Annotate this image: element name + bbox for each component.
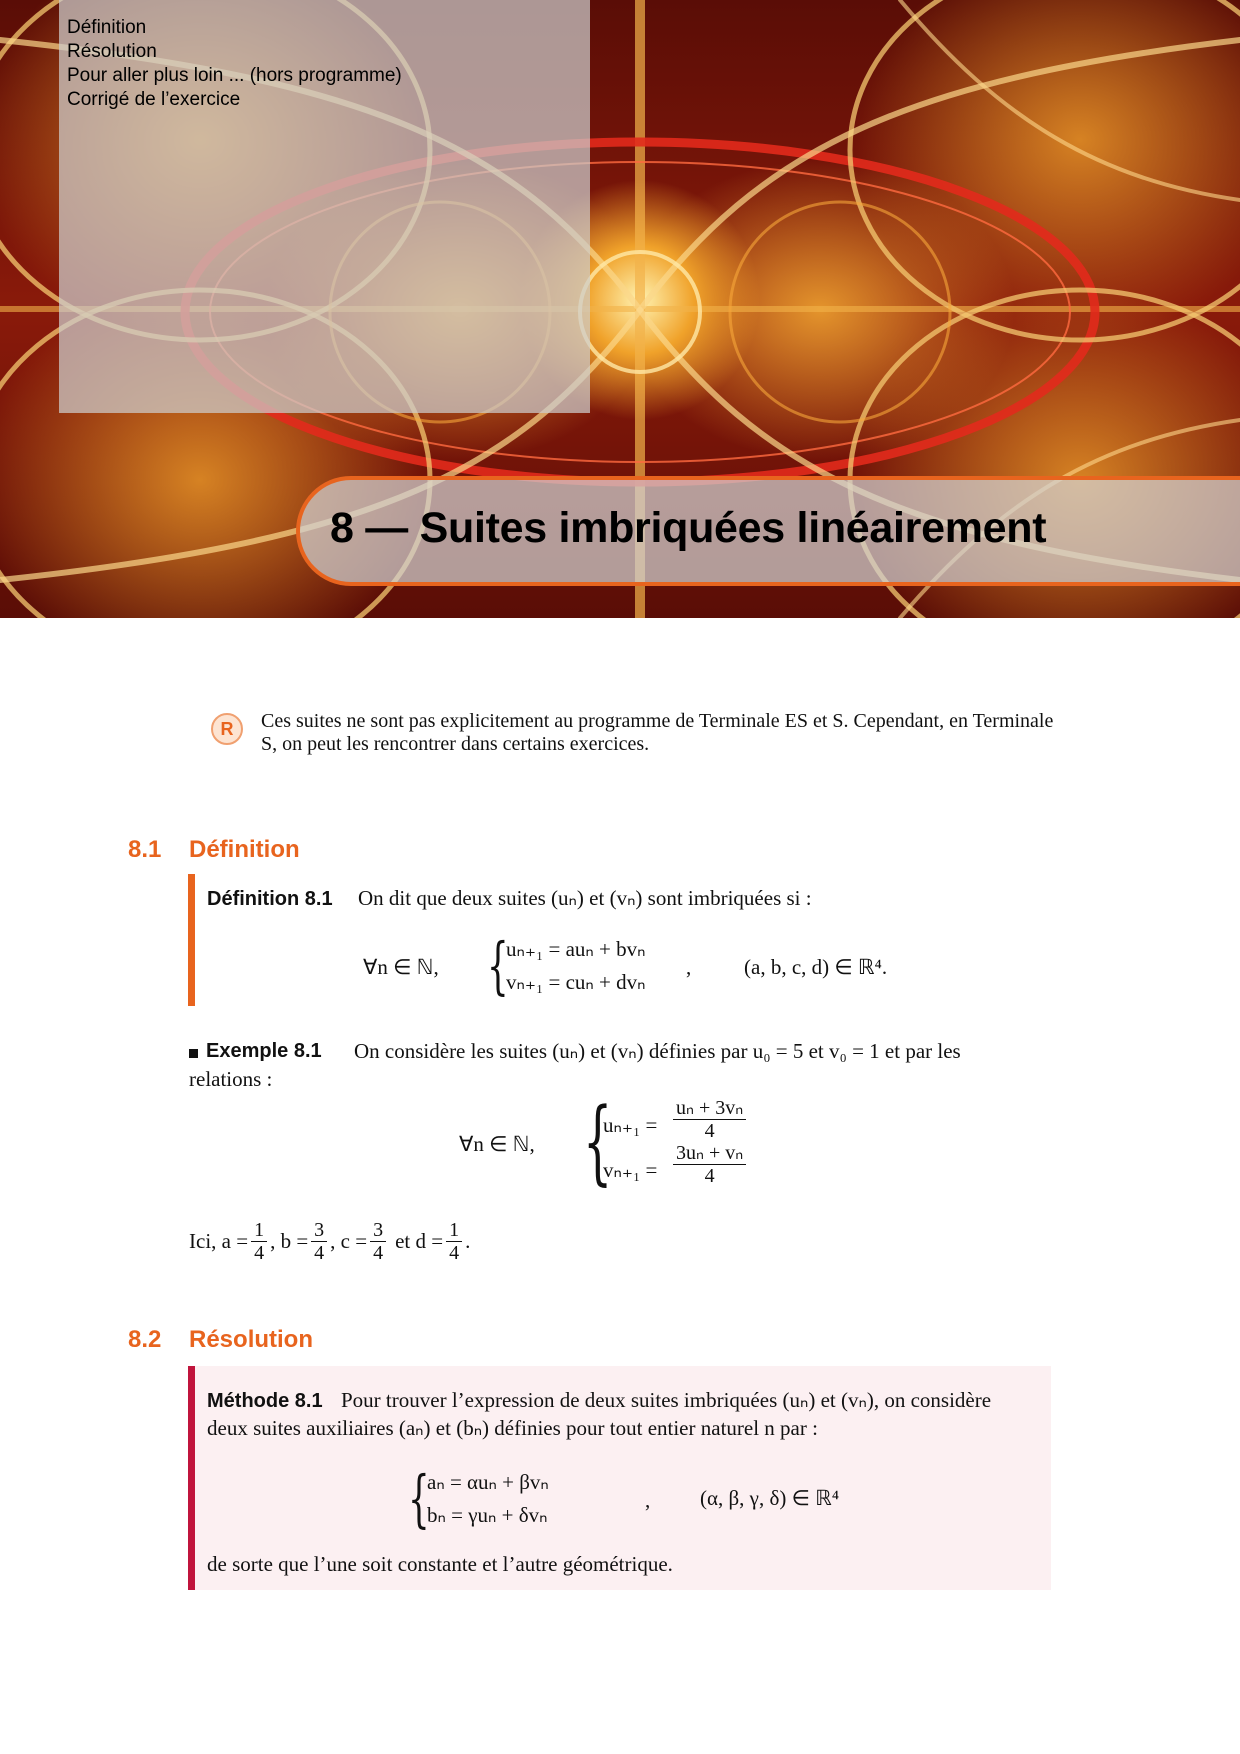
mini-toc-panel xyxy=(59,0,590,413)
example-lhs2: vₙ₊₁ = xyxy=(603,1158,658,1182)
coef-end: . xyxy=(465,1229,471,1253)
example-heading xyxy=(189,1040,322,1063)
section-number: 8.1 xyxy=(128,836,162,863)
method-conclusion: de sorte que l’une soit constante et l’autre géométrique. xyxy=(207,1552,673,1576)
method-text-line2: deux suites auxiliaires (aₙ) et (bₙ) définies pour tout entier naturel n par : xyxy=(207,1416,818,1440)
definition-label: Définition 8.1 xyxy=(207,888,333,910)
example-quantifier: ∀n ∈ ℕ, xyxy=(459,1132,535,1156)
example-fraction1-denominator: 4 xyxy=(704,1120,715,1142)
chapter-banner xyxy=(0,0,1240,618)
example-text-line1: On considère les suites (uₙ) et (vₙ) définies par u₀ = 5 et v₀ = 1 et par les xyxy=(354,1039,961,1063)
remark-icon: R xyxy=(211,713,243,745)
toc-link-resolution[interactable]: Résolution xyxy=(67,41,157,62)
definition-separator: , xyxy=(686,955,692,979)
section-title: Définition xyxy=(189,836,300,863)
definition-intro: On dit que deux suites (uₙ) et (vₙ) sont imbriquées si : xyxy=(358,886,812,910)
section-heading-definition xyxy=(128,836,300,864)
example-lhs1: uₙ₊₁ = xyxy=(603,1113,658,1137)
method-brace: { xyxy=(408,1462,430,1535)
definition-equation-line2: vₙ₊₁ = cuₙ + dvₙ xyxy=(506,970,646,994)
method-equation-line2: bₙ = γuₙ + δvₙ xyxy=(427,1503,548,1527)
coef-d-label: et d = xyxy=(395,1229,444,1253)
coef-b-denominator: 4 xyxy=(314,1242,325,1264)
method-text-line1: Pour trouver l’expression de deux suites imbriquées (uₙ) et (vₙ), on considère xyxy=(341,1388,992,1412)
definition-equation-line1: uₙ₊₁ = auₙ + bvₙ xyxy=(506,937,646,961)
definition-quantifier: ∀n ∈ ℕ, xyxy=(363,955,439,979)
coef-a-label: Ici, a = xyxy=(189,1229,249,1253)
definition-box xyxy=(188,874,1048,1006)
section-heading-resolution xyxy=(128,1326,313,1354)
example-text-line2: relations : xyxy=(189,1067,273,1091)
chapter-title: 8 — Suites imbriquées linéairement xyxy=(330,504,1047,552)
section-title: Résolution xyxy=(189,1326,313,1353)
coef-b-label: , b = xyxy=(270,1229,309,1253)
coef-c-denominator: 4 xyxy=(373,1242,384,1264)
example-fraction2 xyxy=(673,1142,746,1187)
example-fraction2-denominator: 4 xyxy=(704,1165,715,1187)
example-square-bullet xyxy=(189,1049,198,1058)
coef-c-label: , c = xyxy=(330,1229,368,1253)
definition-params: (a, b, c, d) ∈ ℝ⁴. xyxy=(744,955,888,979)
coef-c-numerator: 3 xyxy=(370,1219,386,1242)
example-fraction1 xyxy=(673,1097,746,1142)
remark-text: Ces suites ne sont pas explicitement au programme de Terminale ES et S. Cependant, en Terminale S, on peut les rencontrer dans certains exercices. xyxy=(261,710,1054,755)
example-brace: { xyxy=(583,1088,613,1195)
coef-b-numerator: 3 xyxy=(311,1219,327,1242)
coef-d-numerator: 1 xyxy=(446,1219,462,1242)
coef-d-denominator: 4 xyxy=(449,1242,460,1264)
example-coefficients xyxy=(189,1219,470,1264)
method-box xyxy=(188,1366,1051,1590)
toc-link-definition[interactable]: Définition xyxy=(67,17,147,38)
section-number: 8.2 xyxy=(128,1326,162,1353)
example-label: Exemple 8.1 xyxy=(206,1040,322,1062)
method-equation-line1: aₙ = αuₙ + βvₙ xyxy=(427,1470,549,1494)
toc-link-pour-aller-plus-loin[interactable]: Pour aller plus loin ... (hors programme) xyxy=(67,65,402,86)
coef-a-numerator: 1 xyxy=(251,1219,267,1242)
method-label: Méthode 8.1 xyxy=(207,1390,323,1412)
example-fraction2-numerator: 3uₙ + vₙ xyxy=(673,1142,746,1165)
method-params: (α, β, γ, δ) ∈ ℝ⁴ xyxy=(700,1486,840,1510)
coef-a-denominator: 4 xyxy=(254,1242,265,1264)
definition-brace: { xyxy=(487,929,509,1002)
toc-link-corrige[interactable]: Corrigé de l’exercice xyxy=(67,89,241,110)
method-separator: , xyxy=(645,1488,651,1512)
example-fraction1-numerator: uₙ + 3vₙ xyxy=(673,1097,746,1120)
